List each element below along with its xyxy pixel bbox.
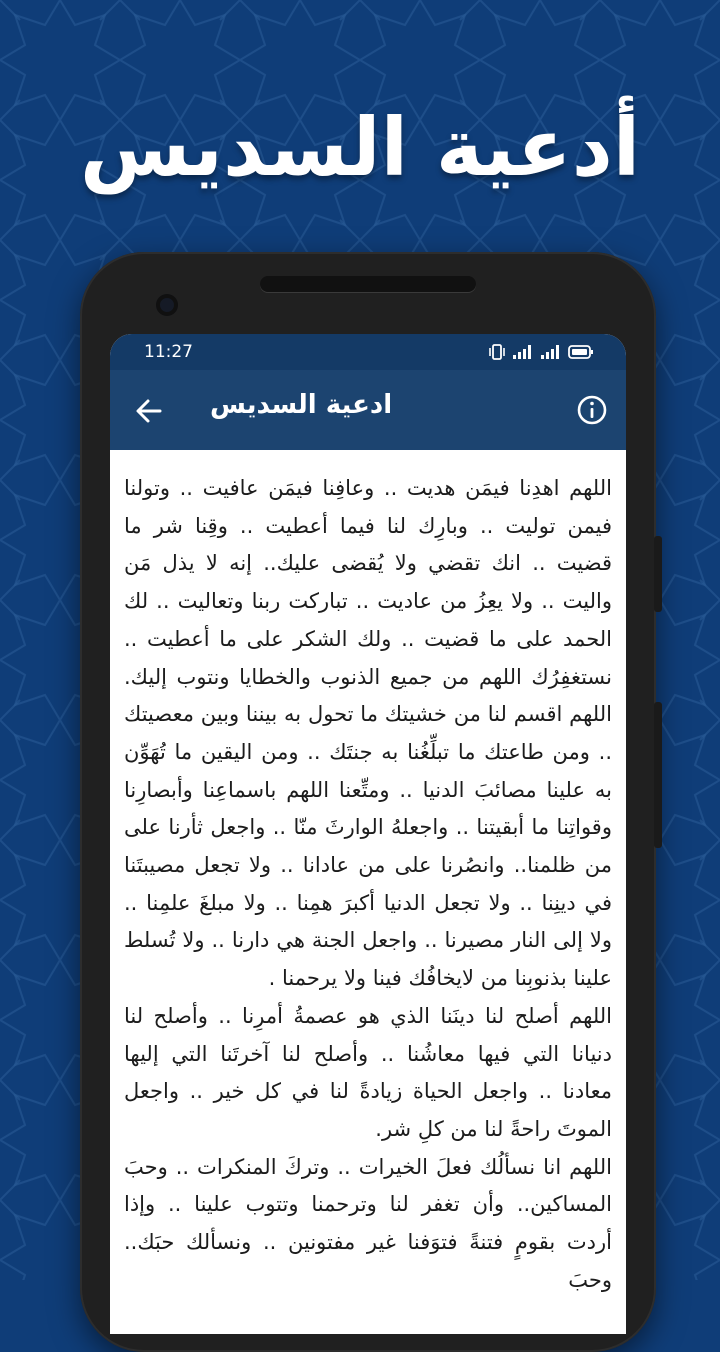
phone-camera: [156, 294, 178, 316]
status-icons: [488, 344, 594, 360]
status-bar: [110, 334, 626, 370]
status-time: 11:27: [144, 342, 193, 362]
prayer-paragraph: اللهم أصلح لنا دينَنا الذي هو عصمةُ أمرِنا .. وأصلح لنا دنيانا التي فيها معاشُنا .. وأصلح لنا آخرتَنا التي إليها معادنا .. واجعل الحياة زيادةً لنا في كل خير .. واجعل الموتَ راحةً لنا من كلِ شر.: [124, 1003, 612, 1141]
info-icon[interactable]: [576, 394, 608, 426]
app-bar: [110, 370, 626, 450]
phone-power-button: [654, 702, 662, 848]
battery-icon: [568, 344, 594, 360]
arrow-back-icon[interactable]: [134, 396, 164, 426]
signal-icon: [512, 344, 534, 360]
promo-title: أدعية السديس: [79, 101, 641, 194]
prayer-text: [110, 450, 626, 1299]
phone-screen: [110, 334, 626, 1334]
signal-icon-2: [540, 344, 562, 360]
prayer-paragraph: اللهم انا نسألُك فعلَ الخيرات .. وتركَ المنكرات .. وحبَ المساكين.. وأن تغفر لنا وترحمنا وتتوب علينا .. وإذا أردت بقومٍ فتنةً فتوَفنا غير مفتونين .. ونسألك حبَك.. وحبَ: [124, 1154, 612, 1292]
app-bar-title: ادعية السديس: [210, 390, 393, 420]
prayer-paragraph: اللهم اهدِنا فيمَن هديت .. وعافِنا فيمَن عافيت .. وتولنا فيمن توليت .. وبارِك لنا فيما أعطيت .. وقِنا شر ما قضيت .. انك تقضي ولا يُقضى عليك.. إنه لا يذل مَن واليت .. ولا يعِزُ من عاديت .. تباركت ربنا وتعاليت .. لك الحمد على ما قضيت .. ولك الشكر على ما أعطيت .. نستغفِرُك اللهم من جميع الذنوب والخطايا ونتوب إليك. اللهم اقسم لنا من خشيتك ما تحول به بيننا وبين معصيتك .. ومن طاعتك ما تبلِّغُنا به جنتَك .. ومن اليقين ما تُهَوِّن به علينا مصائبَ الدنيا .. ومتِّعنا اللهم باسماعِنا وأبصارِنا وقواتِنا ما أبقيتنا .. واجعلهُ الوارثَ منّا .. واجعل ثأرنا على من ظلمنا.. وانصُرنا على من عادانا .. ولا تجعل مصيبتَنا في دينِنا .. ولا تجعل الدنيا أكبرَ همِنا .. ولا مبلغَ علمِنا .. ولا إلى النار مصيرنا .. واجعل الجنة هي دارنا .. ولا تُسلط علينا بذنوبِنا من لايخافُك فينا ولا يرحمنا .: [124, 476, 612, 991]
phone-speaker: [260, 276, 476, 292]
phone-frame: [80, 252, 656, 1352]
phone-volume-button: [654, 536, 662, 612]
vibrate-icon: [488, 344, 506, 360]
